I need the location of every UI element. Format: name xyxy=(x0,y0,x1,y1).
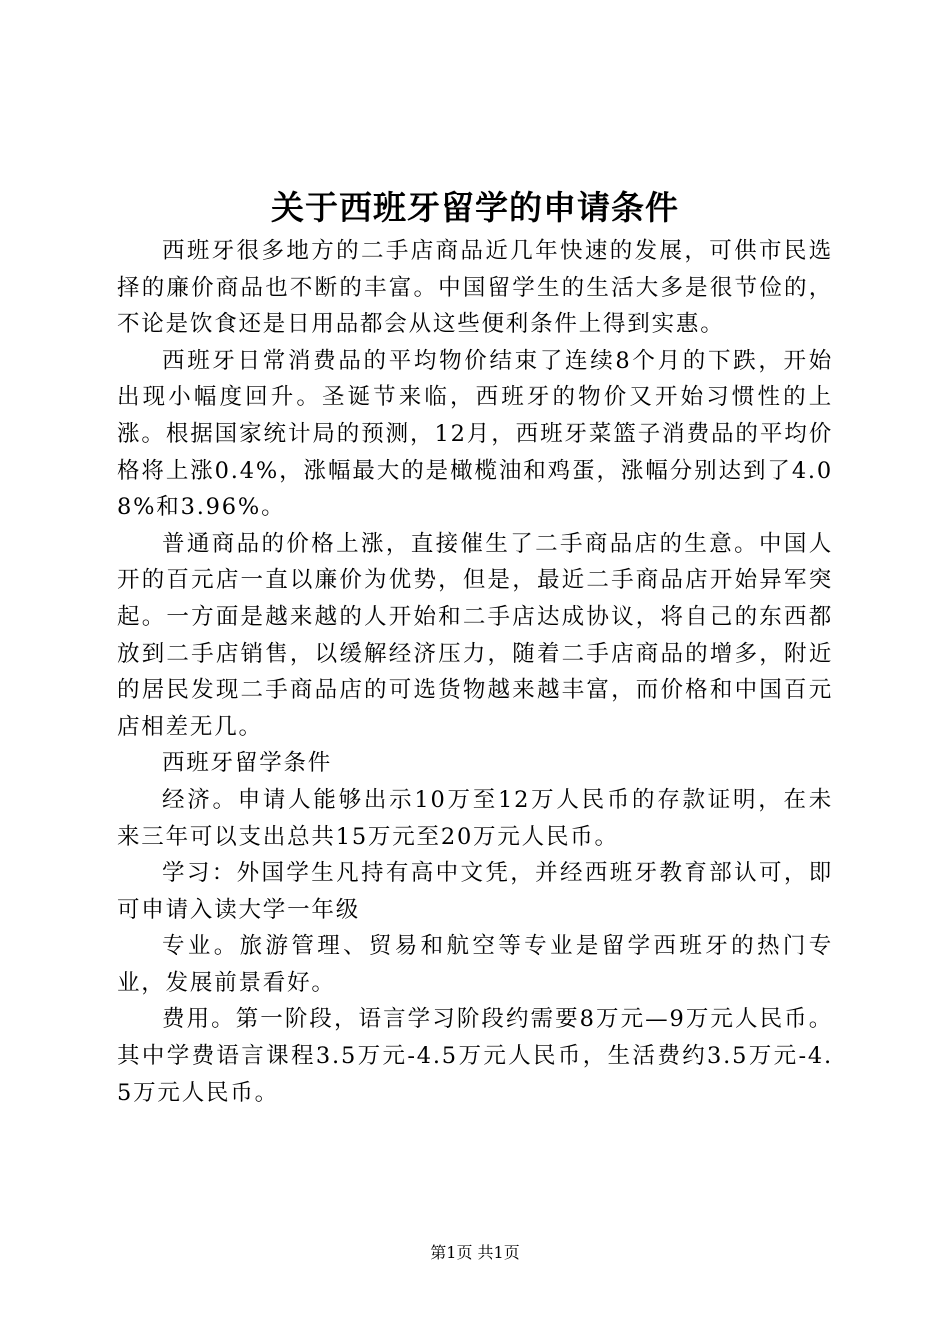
document-title: 关于西班牙留学的申请条件 xyxy=(271,188,679,227)
paragraph-prices: 西班牙日常消费品的平均物价结束了连续8个月的下跌，开始出现小幅度回升。圣诞节来临，西班牙的物价又开始习惯性的上涨。根据国家统计局的预测，12月，西班牙菜篮子消费品的平均价格将上涨0.4%，涨幅最大的是橄榄油和鸡蛋，涨幅分别达到了4.08%和3.96%。 xyxy=(117,347,833,521)
paragraph-study: 学习：外国学生凡持有高中文凭，并经西班牙教育部认可，即可申请入读大学一年级 xyxy=(117,860,833,923)
paragraph-intro: 西班牙很多地方的二手店商品近几年快速的发展，可供市民选择的廉价商品也不断的丰富。中国留学生的生活大多是很节俭的，不论是饮食还是日用品都会从这些便利条件上得到实惠。 xyxy=(117,238,833,338)
document-body xyxy=(117,233,833,1111)
paragraph-economy: 经济。申请人能够出示10万至12万人民币的存款证明，在未来三年可以支出总共15万元至20万元人民币。 xyxy=(117,786,833,850)
paragraph-costs: 费用。第一阶段，语言学习阶段约需要8万元—9万元人民币。其中学费语言课程3.5万元-4.5万元人民币，生活费约3.5万元-4.5万元人民币。 xyxy=(117,1006,833,1106)
section-heading-conditions: 西班牙留学条件 xyxy=(162,750,333,777)
page-number-footer: 第1页 共1页 xyxy=(430,1243,520,1262)
paragraph-secondhand-shops: 普通商品的价格上涨，直接催生了二手商品店的生意。中国人开的百元店一直以廉价为优势，但是，最近二手商品店开始异军突起。一方面是越来越的人开始和二手店达成协议，将自己的东西都放到二手店销售，以缓解经济压力，随着二手店商品的增多，附近的居民发现二手商品店的可选货物越来越丰富，而价格和中国百元店相差无几。 xyxy=(117,530,833,740)
paragraph-major: 专业。旅游管理、贸易和航空等专业是留学西班牙的热门专业，发展前景看好。 xyxy=(117,933,833,996)
